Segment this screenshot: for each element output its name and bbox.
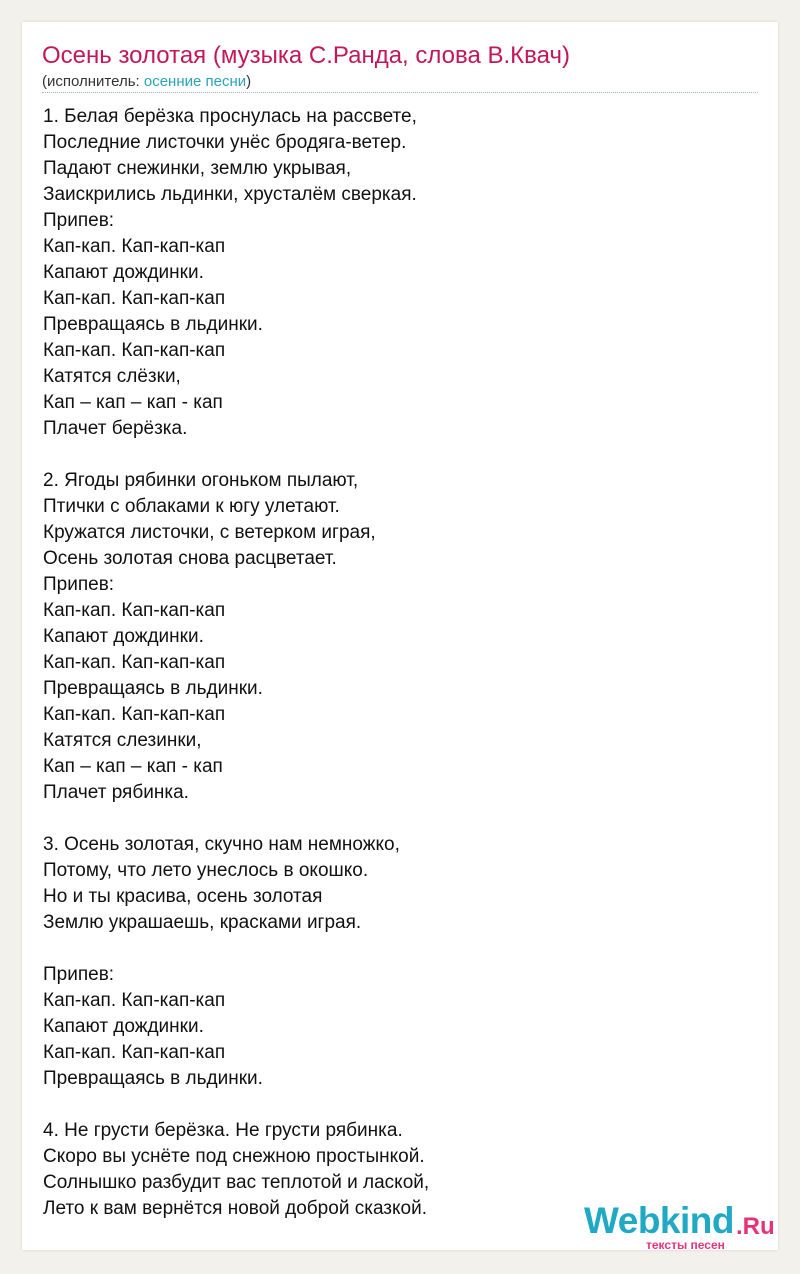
lyric-line: Кружатся листочки, с ветерком играя,	[43, 522, 376, 543]
lyric-line: Заискрились льдинки, хрусталём сверкая.	[43, 184, 417, 205]
logo-tagline: тексты песен	[646, 1238, 725, 1252]
lyric-line: Осень золотая снова расцветает.	[43, 548, 337, 569]
title-divider	[42, 92, 758, 93]
lyric-line: 4. Не грусти берёзка. Не грусти рябинка.	[43, 1120, 403, 1141]
lyric-line: Катятся слёзки,	[43, 366, 181, 387]
lyric-line: Но и ты красива, осень золотая	[43, 886, 323, 907]
lyric-line: 3. Осень золотая, скучно нам немножко,	[43, 834, 400, 855]
lyric-line: Припев:	[43, 574, 115, 595]
lyric-line: 2. Ягоды рябинки огоньком пылают,	[43, 470, 359, 491]
lyric-line: Землю украшаешь, красками играя.	[43, 912, 362, 933]
lyric-blank-line	[43, 806, 743, 832]
lyric-line: Плачет рябинка.	[43, 782, 189, 803]
lyric-line: Капают дождинки.	[43, 1016, 204, 1037]
lyric-line: Капают дождинки.	[43, 626, 204, 647]
lyrics-text	[43, 104, 743, 1222]
lyric-line: Превращаясь в льдинки.	[43, 678, 263, 699]
lyric-line: Потому, что лето унеслось в окошко.	[43, 860, 369, 881]
lyric-line: Катятся слезинки,	[43, 730, 202, 751]
lyric-line: Скоро вы уснёте под снежною простынкой.	[43, 1146, 425, 1167]
lyric-line: Припев:	[43, 964, 115, 985]
lyric-line: Падают снежинки, землю укрывая,	[43, 158, 352, 179]
lyric-line: Плачет берёзка.	[43, 418, 188, 439]
lyric-blank-line	[43, 442, 743, 468]
lyric-line: Кап – кап – кап - кап	[43, 756, 223, 777]
lyric-line: Кап-кап. Кап-кап-кап	[43, 600, 226, 621]
lyric-blank-line	[43, 1092, 743, 1118]
lyric-line: Солнышко разбудит вас теплотой и лаской,	[43, 1172, 430, 1193]
lyric-line: Кап-кап. Кап-кап-кап	[43, 704, 226, 725]
lyric-line: Кап-кап. Кап-кап-кап	[43, 288, 226, 309]
performer-prefix: (исполнитель:	[42, 73, 144, 90]
lyric-line: Последние листочки унёс бродяга-ветер.	[43, 132, 407, 153]
lyric-line: Превращаясь в льдинки.	[43, 1068, 263, 1089]
lyric-line: Кап-кап. Кап-кап-кап	[43, 340, 226, 361]
lyric-line: Капают дождинки.	[43, 262, 204, 283]
lyric-line: Кап-кап. Кап-кап-кап	[43, 236, 226, 257]
lyric-blank-line	[43, 936, 743, 962]
logo-domain: .Ru	[736, 1213, 775, 1240]
performer-line	[42, 73, 251, 90]
lyric-line: Птички с облаками к югу улетают.	[43, 496, 340, 517]
lyric-line: Кап-кап. Кап-кап-кап	[43, 990, 226, 1011]
page-title: Осень золотая (музыка С.Ранда, слова В.Квач)	[42, 42, 570, 69]
lyric-line: Лето к вам вернётся новой доброй сказкой.	[43, 1198, 427, 1219]
lyric-line: Кап-кап. Кап-кап-кап	[43, 652, 226, 673]
lyric-line: 1. Белая берёзка проснулась на рассвете,	[43, 106, 417, 127]
lyrics-card	[22, 22, 778, 1250]
lyric-line: Кап – кап – кап - кап	[43, 392, 223, 413]
performer-link[interactable]: осенние песни	[143, 73, 247, 90]
lyric-line: Превращаясь в льдинки.	[43, 314, 263, 335]
webkind-logo[interactable]	[584, 1200, 775, 1252]
performer-suffix: )	[246, 73, 252, 90]
logo-wordmark: Webkind	[584, 1200, 734, 1241]
lyric-line: Кап-кап. Кап-кап-кап	[43, 1042, 226, 1063]
lyric-line: Припев:	[43, 210, 115, 231]
